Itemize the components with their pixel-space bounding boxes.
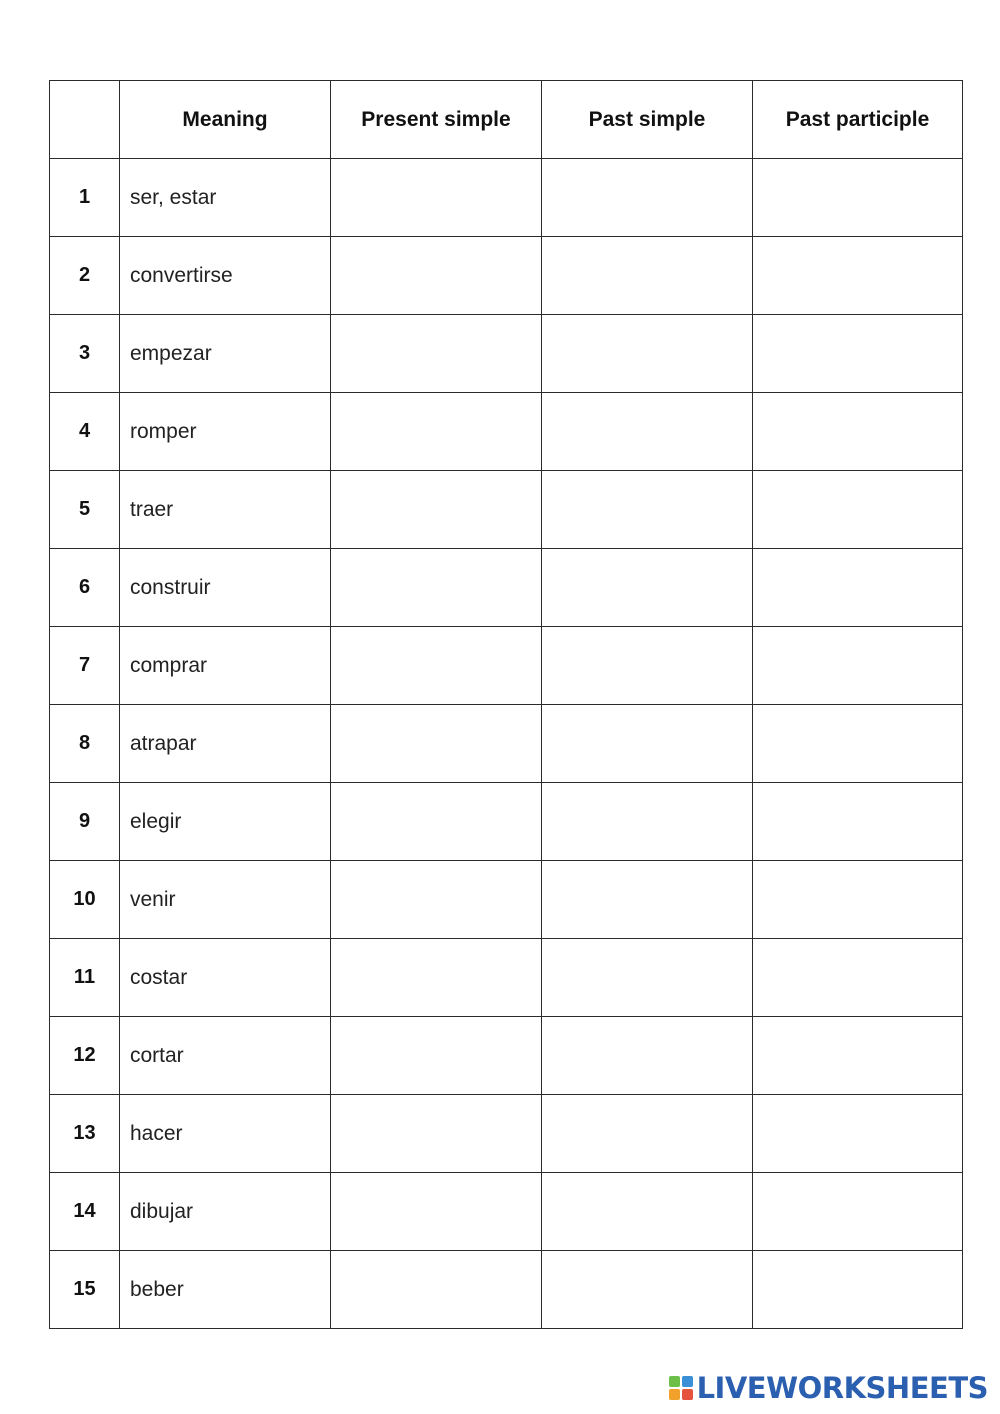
present-simple-cell[interactable] — [331, 471, 542, 549]
past-participle-cell[interactable] — [753, 861, 963, 939]
header-past-participle: Past participle — [753, 81, 963, 159]
row-meaning: dibujar — [120, 1173, 331, 1251]
logo-tile-green — [669, 1376, 680, 1387]
present-simple-cell[interactable] — [331, 237, 542, 315]
present-simple-cell[interactable] — [331, 315, 542, 393]
header-row — [50, 81, 963, 159]
table-row — [50, 315, 963, 393]
past-simple-cell[interactable] — [542, 705, 753, 783]
past-simple-cell[interactable] — [542, 1095, 753, 1173]
past-participle-cell[interactable] — [753, 705, 963, 783]
row-meaning: venir — [120, 861, 331, 939]
header-meaning: Meaning — [120, 81, 331, 159]
past-participle-cell[interactable] — [753, 939, 963, 1017]
past-participle-cell[interactable] — [753, 1095, 963, 1173]
row-meaning: romper — [120, 393, 331, 471]
present-simple-cell[interactable] — [331, 1017, 542, 1095]
verb-table — [49, 80, 963, 1329]
past-simple-cell[interactable] — [542, 861, 753, 939]
past-participle-cell[interactable] — [753, 627, 963, 705]
present-simple-cell[interactable] — [331, 1173, 542, 1251]
past-participle-cell[interactable] — [753, 783, 963, 861]
row-number: 6 — [50, 549, 120, 627]
row-number: 4 — [50, 393, 120, 471]
past-simple-cell[interactable] — [542, 783, 753, 861]
present-simple-cell[interactable] — [331, 705, 542, 783]
past-participle-cell[interactable] — [753, 315, 963, 393]
table-row — [50, 939, 963, 1017]
row-number: 2 — [50, 237, 120, 315]
past-simple-cell[interactable] — [542, 1251, 753, 1329]
row-number: 8 — [50, 705, 120, 783]
table-row — [50, 627, 963, 705]
past-participle-cell[interactable] — [753, 1251, 963, 1329]
past-participle-cell[interactable] — [753, 1017, 963, 1095]
table-row — [50, 1251, 963, 1329]
header-present-simple: Present simple — [331, 81, 542, 159]
row-number: 15 — [50, 1251, 120, 1329]
row-number: 9 — [50, 783, 120, 861]
table-row — [50, 705, 963, 783]
row-number: 3 — [50, 315, 120, 393]
past-simple-cell[interactable] — [542, 237, 753, 315]
past-simple-cell[interactable] — [542, 939, 753, 1017]
past-simple-cell[interactable] — [542, 549, 753, 627]
present-simple-cell[interactable] — [331, 1251, 542, 1329]
table-row — [50, 159, 963, 237]
present-simple-cell[interactable] — [331, 393, 542, 471]
row-meaning: costar — [120, 939, 331, 1017]
logo-tile-red — [682, 1389, 693, 1400]
past-simple-cell[interactable] — [542, 1173, 753, 1251]
liveworksheets-logo[interactable] — [669, 1370, 988, 1406]
row-number: 7 — [50, 627, 120, 705]
row-meaning: beber — [120, 1251, 331, 1329]
row-number: 1 — [50, 159, 120, 237]
row-meaning: ser, estar — [120, 159, 331, 237]
row-number: 13 — [50, 1095, 120, 1173]
past-participle-cell[interactable] — [753, 393, 963, 471]
table-row — [50, 783, 963, 861]
row-meaning: traer — [120, 471, 331, 549]
table-row — [50, 471, 963, 549]
row-meaning: comprar — [120, 627, 331, 705]
past-simple-cell[interactable] — [542, 627, 753, 705]
past-participle-cell[interactable] — [753, 159, 963, 237]
liveworksheets-logo-icon — [669, 1376, 693, 1400]
row-number: 10 — [50, 861, 120, 939]
present-simple-cell[interactable] — [331, 159, 542, 237]
past-participle-cell[interactable] — [753, 1173, 963, 1251]
row-meaning: convertirse — [120, 237, 331, 315]
logo-tile-blue — [682, 1376, 693, 1387]
logo-tile-orange — [669, 1389, 680, 1400]
table-row — [50, 861, 963, 939]
past-participle-cell[interactable] — [753, 549, 963, 627]
present-simple-cell[interactable] — [331, 627, 542, 705]
past-simple-cell[interactable] — [542, 159, 753, 237]
row-meaning: empezar — [120, 315, 331, 393]
logo-wordmark: LIVEWORKSHEETS — [696, 1371, 988, 1405]
present-simple-cell[interactable] — [331, 549, 542, 627]
row-number: 14 — [50, 1173, 120, 1251]
present-simple-cell[interactable] — [331, 1095, 542, 1173]
table-row — [50, 1017, 963, 1095]
present-simple-cell[interactable] — [331, 783, 542, 861]
past-simple-cell[interactable] — [542, 471, 753, 549]
row-number: 12 — [50, 1017, 120, 1095]
table-row — [50, 1095, 963, 1173]
past-simple-cell[interactable] — [542, 315, 753, 393]
past-participle-cell[interactable] — [753, 471, 963, 549]
past-participle-cell[interactable] — [753, 237, 963, 315]
table-row — [50, 1173, 963, 1251]
row-number: 11 — [50, 939, 120, 1017]
table-row — [50, 237, 963, 315]
header-number — [50, 81, 120, 159]
row-meaning: elegir — [120, 783, 331, 861]
row-number: 5 — [50, 471, 120, 549]
past-simple-cell[interactable] — [542, 393, 753, 471]
present-simple-cell[interactable] — [331, 939, 542, 1017]
row-meaning: atrapar — [120, 705, 331, 783]
row-meaning: construir — [120, 549, 331, 627]
table-row — [50, 393, 963, 471]
row-meaning: cortar — [120, 1017, 331, 1095]
header-past-simple: Past simple — [542, 81, 753, 159]
row-meaning: hacer — [120, 1095, 331, 1173]
table-row — [50, 549, 963, 627]
present-simple-cell[interactable] — [331, 861, 542, 939]
past-simple-cell[interactable] — [542, 1017, 753, 1095]
